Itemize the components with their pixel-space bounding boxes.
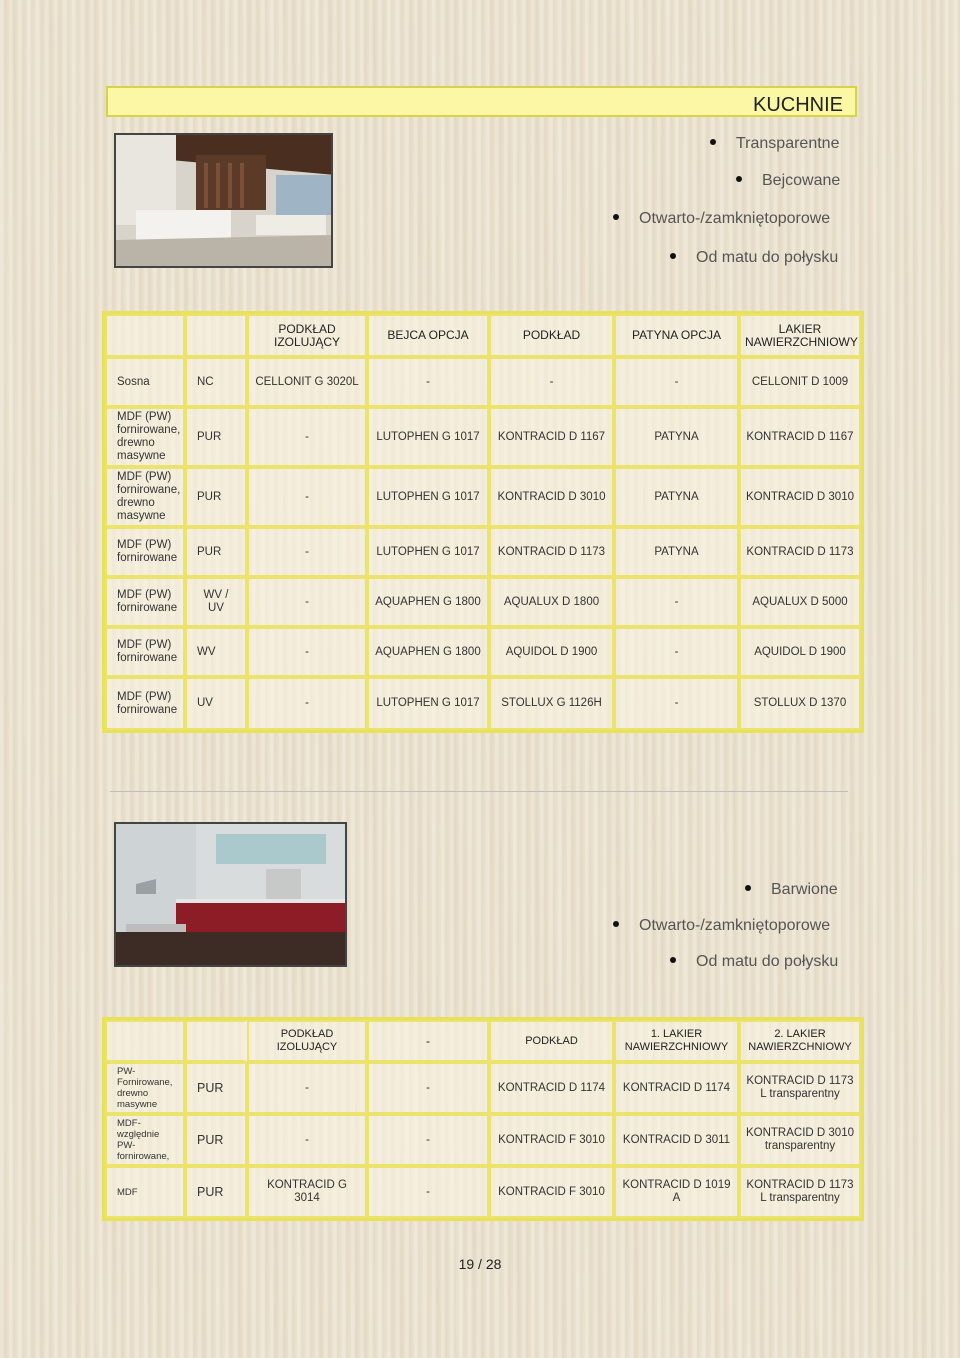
table-cell: - — [247, 407, 367, 467]
page-number: 19 / 28 — [458, 1256, 502, 1272]
header-cell: PODKŁAD IZOLUJĄCY — [247, 1020, 367, 1062]
table-cell: - — [367, 357, 489, 407]
section-divider — [110, 791, 848, 792]
header-cell: - — [367, 1020, 489, 1062]
bullet-item: Od matu do połysku — [670, 249, 838, 267]
header-cell: 2. LAKIER NAWIERZCHNIOWY — [739, 1020, 861, 1062]
header-cell-empty — [185, 314, 247, 357]
table-cell: CELLONIT D 1009 — [739, 357, 861, 407]
coating-systems-table-1 — [102, 311, 864, 733]
table-cell: - — [247, 677, 367, 730]
header-cell: LAKIER NAWIERZCHNIOWY — [739, 314, 861, 357]
table-cell: KONTRACID D 1019 A — [614, 1166, 739, 1218]
table-row — [105, 627, 861, 677]
table-cell: Sosna — [105, 357, 185, 407]
table-cell: KONTRACID D 3011 — [614, 1114, 739, 1166]
table-cell: KONTRACID D 1167 — [489, 407, 614, 467]
table-cell: AQUIDOL D 1900 — [739, 627, 861, 677]
table-cell: PUR — [185, 467, 247, 527]
header-cell: PATYNA OPCJA — [614, 314, 739, 357]
table-cell: MDF (PW) fornirowane — [105, 577, 185, 627]
kitchen-photo-wood — [114, 133, 333, 268]
table-cell: LUTOPHEN G 1017 — [367, 467, 489, 527]
table-cell: MDF (PW) fornirowane — [105, 527, 185, 577]
table-cell: STOLLUX D 1370 — [739, 677, 861, 730]
section-title-bar — [106, 86, 857, 117]
table-cell: AQUAPHEN G 1800 — [367, 577, 489, 627]
table-cell: - — [367, 1114, 489, 1166]
header-cell-empty — [105, 314, 185, 357]
table-cell: - — [614, 577, 739, 627]
table-cell: MDF — [105, 1166, 185, 1218]
coating-systems-table-2 — [102, 1017, 864, 1221]
table-cell: - — [247, 577, 367, 627]
table-cell: - — [247, 627, 367, 677]
table-cell: - — [247, 1114, 367, 1166]
kitchen-photo-wood-illustration — [116, 135, 333, 268]
bullet-item: Otwarto-/zamkniętoporowe — [613, 917, 830, 935]
header-cell: BEJCA OPCJA — [367, 314, 489, 357]
table-cell: KONTRACID D 1174 — [489, 1062, 614, 1114]
table-cell: KONTRACID D 1173 L transparentny — [739, 1062, 861, 1114]
table-cell: PATYNA — [614, 407, 739, 467]
table-cell: PUR — [185, 1166, 247, 1218]
table-row — [105, 407, 861, 467]
table-cell: LUTOPHEN G 1017 — [367, 677, 489, 730]
section-title: KUCHNIE — [752, 94, 843, 116]
table-cell: AQUAPHEN G 1800 — [367, 627, 489, 677]
table-cell: WV — [185, 627, 247, 677]
bullet-item: Od matu do połysku — [670, 953, 838, 971]
table-cell: LUTOPHEN G 1017 — [367, 407, 489, 467]
table-cell: AQUALUX D 5000 — [739, 577, 861, 627]
header-cell: PODKŁAD IZOLUJĄCY — [247, 314, 367, 357]
table-header-row — [105, 314, 861, 357]
table-cell: WV / UV — [185, 577, 247, 627]
kitchen-photo-red — [114, 822, 347, 967]
table-cell: UV — [185, 677, 247, 730]
table-cell: MDF (PW) fornirowane — [105, 677, 185, 730]
table-cell: AQUALUX D 1800 — [489, 577, 614, 627]
table-cell: LUTOPHEN G 1017 — [367, 527, 489, 577]
table-cell: KONTRACID D 1173 L transparentny — [739, 1166, 861, 1218]
bullet-item: Bejcowane — [736, 172, 840, 190]
table-cell: - — [247, 467, 367, 527]
table-row — [105, 467, 861, 527]
table-cell: KONTRACID D 3010 transparentny — [739, 1114, 861, 1166]
table-row — [105, 527, 861, 577]
table-row — [105, 1166, 861, 1218]
table-cell: MDF (PW) fornirowane, drewno masywne — [105, 407, 185, 467]
table-cell: PUR — [185, 407, 247, 467]
bullet-item: Barwione — [745, 881, 838, 899]
table-cell: KONTRACID G 3014 — [247, 1166, 367, 1218]
table-cell: AQUIDOL D 1900 — [489, 627, 614, 677]
bullet-item: Transparentne — [710, 135, 839, 153]
table-cell: NC — [185, 357, 247, 407]
header-cell: PODKŁAD — [489, 314, 614, 357]
table-cell: - — [614, 357, 739, 407]
table-cell: - — [614, 627, 739, 677]
table-cell: STOLLUX G 1126H — [489, 677, 614, 730]
table-cell: PATYNA — [614, 467, 739, 527]
table-cell: KONTRACID D 1167 — [739, 407, 861, 467]
table-cell: - — [614, 677, 739, 730]
table-cell: PUR — [185, 1114, 247, 1166]
table-cell: - — [367, 1062, 489, 1114]
table-cell: KONTRACID F 3010 — [489, 1166, 614, 1218]
table-cell: MDF-względnie PW-fornirowane, — [105, 1114, 185, 1166]
table-cell: PW-Fornirowane, drewno masywne — [105, 1062, 185, 1114]
table-cell: - — [247, 527, 367, 577]
table-header-row — [105, 1020, 861, 1062]
table-cell: KONTRACID D 1173 — [739, 527, 861, 577]
table-cell: - — [367, 1166, 489, 1218]
table-cell: KONTRACID D 1173 — [489, 527, 614, 577]
table-row — [105, 577, 861, 627]
table-cell: KONTRACID D 3010 — [489, 467, 614, 527]
table-cell: PATYNA — [614, 527, 739, 577]
table-row — [105, 677, 861, 730]
table-cell: KONTRACID F 3010 — [489, 1114, 614, 1166]
header-cell-empty — [105, 1020, 185, 1062]
table-cell: - — [247, 1062, 367, 1114]
table-cell: PUR — [185, 527, 247, 577]
table-cell: KONTRACID D 3010 — [739, 467, 861, 527]
bullet-item: Otwarto-/zamkniętoporowe — [613, 210, 830, 228]
header-cell: PODKŁAD — [489, 1020, 614, 1062]
table-cell: PUR — [185, 1062, 247, 1114]
table-cell: KONTRACID D 1174 — [614, 1062, 739, 1114]
table-row — [105, 1114, 861, 1166]
table-cell: CELLONIT G 3020L — [247, 357, 367, 407]
header-cell-empty — [185, 1020, 247, 1062]
header-cell: 1. LAKIER NAWIERZCHNIOWY — [614, 1020, 739, 1062]
table-cell: MDF (PW) fornirowane — [105, 627, 185, 677]
table-row — [105, 1062, 861, 1114]
table-row — [105, 357, 861, 407]
table-cell: MDF (PW) fornirowane, drewno masywne — [105, 467, 185, 527]
kitchen-photo-red-illustration — [116, 824, 347, 967]
table-cell: - — [489, 357, 614, 407]
